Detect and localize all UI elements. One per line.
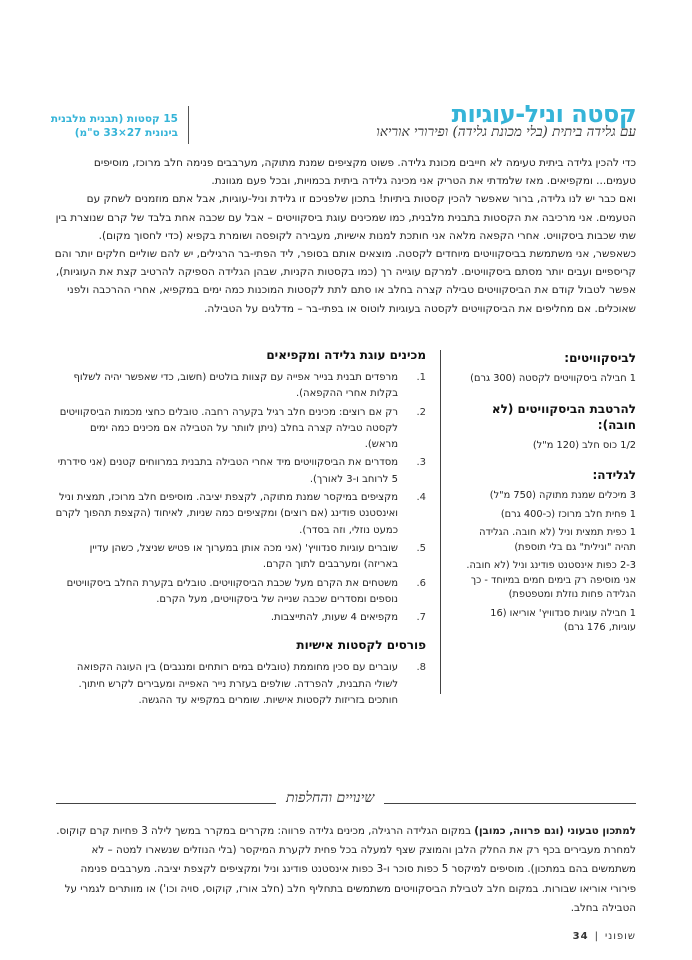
- footer-separator: |: [594, 931, 599, 942]
- intro-paragraph: כשאפשר, אני משתמשת בביסקוויטים מיוחדים לקסטה. מוצאים אותם בסופר, ליד הפתי-בר הרגילים, יש להם שוליים חלקים יותר והם קריספיים ועבים יותר מסתם ביסקוויטים. למרקם עוגייה רך (כמו בקסטות הקניות, שבהן הגלידה הספיקה להרטיב קצת את העוגיות), אפשר לטבול קודם את הביסקוויטים טבילה קצרה בחלב או סתם לתת לקסטות המוכנות כמה ימים במקפיא, אחרי ההרכבה ולפני שאוכלים. אם מחליפים את הביסקוויטים לקסטה בעוגיות לוטוס או בפתי-בר – מדלגים על הטבילה.: [54, 248, 636, 315]
- step-number: 2.: [416, 406, 426, 418]
- page-footer: [573, 931, 636, 942]
- step-text: מקציפים במיקסר שמנת מתוקה, לקצפת יציבה. מוסיפים חלב מרוכז, תמצית וניל ואינסטנט פודינג (אם רוצים) ומקציפים כמה שניות, לאיחוד (הקצפת תהפוך לקרם כמעט נוזלי, וזה בסדר).: [55, 492, 398, 536]
- ingredient-item: 3 מיכלים שמנת מתוקה (750 מ"ל): [489, 490, 636, 501]
- step-text: מרפדים תבנית בנייר אפייה עם קצוות בולטים (חשוב, כדי שאפשר יהיה לשלוף בקלות אחרי ההקפאה).: [73, 372, 398, 400]
- step-number: 7.: [416, 612, 426, 624]
- yield-line-1: 15 קסטות (תבנית מלבנית: [50, 113, 178, 125]
- ingredient-item: 1 חבילה ביסקוויטים לקסטה (300 גרם): [470, 373, 636, 384]
- ingredients-soak: [464, 401, 636, 454]
- recipe-subtitle: עם גלידה ביתית (בלי מכונת גלידה) ופירורי אוריאו: [376, 124, 636, 140]
- step-text: מסדרים את הביסקוויטים מיד אחרי הטבילה בתבנית במרווחים קטנים (אני סידרתי 5 לרוחב ו-3 לאורך).: [57, 457, 398, 485]
- intro-paragraph: ואם כבר יש לנו גלידה, ברור שאפשר להכין קסטות ביתיות! בתכון שלפניכם זו גלידת וניל-עוגיות, אבל אתם מוזמנים לשחק עם הטעמים. אני מרכיבה את הקסטות בתבנית מלבנית, כמו שמכינים עוגת ביסקוויטים – אבל עם שכבה אחת בלבד של קרם שנוצרת בין שתי שכבות ביסקוויט. אחרי הקפאה מלאה אני חותכת למנות אישיות, מעבירה לקופסה ושומרת בקפיא (כדי לחסוך מקום).: [55, 193, 636, 242]
- step-text: רק אם רוצים: מכינים חלב רגיל בקערה רחבה. טובלים כחצי מכמות הביסקוויטים לקסטה טבילה קצרה בחלב (ניתן לוותר על הטבילה אם מכינים כמה ימים מראש).: [59, 406, 398, 451]
- step-item: [54, 370, 426, 403]
- ingredient-item: 2-3 כפות אינסטנט פודינג וניל (לא חובה. אני מוסיפה רק בימים חמים במיוחד - כך הגלידה פחות נוזלת ומטפטפת): [466, 560, 636, 600]
- column-divider: [440, 350, 441, 694]
- ingredient-item: 1 פחית חלב מרוכז (כ-400 גרם): [500, 508, 636, 520]
- step-number: 8.: [416, 662, 426, 674]
- ingredients-column: [464, 350, 636, 648]
- changes-lead: למתכון טבעוני (וגם פרווה, כמובן): [474, 825, 636, 837]
- step-text: עוברים עם סכין מחוממת (טובלים במים רותחים ומנגבים) בין העוגה הקפואה לשולי התבנית, להפרדה. שולפים בעזרת נייר האפייה ומעבירים לקרש חיתוך. חותכים בזריזות לקסטות אישיות. שומרים במקפיא עד ההגשה.: [76, 662, 398, 707]
- step-item: [54, 541, 426, 574]
- step-text: מקפיאים 4 שעות, להתייצבות.: [270, 612, 398, 624]
- step-number: 4.: [416, 492, 426, 504]
- step-text: שוברים עוגיות סנדוויץ' (אני מכה אותן במערוך או פטיש שניצל, כשהן עדיין באריזה) ומערבבים לתוך הקרם.: [89, 542, 398, 571]
- step-text: משטחים את הקרם מעל שכבת הביסקוויטים. טובלים בקערת החלב ביסקוויטים נוספים ומסדרים שכבה שנייה של ביסקוויטים, מעל הקרם.: [66, 577, 398, 605]
- footer-brand: שופוני: [604, 931, 636, 942]
- yield-divider: [188, 106, 189, 144]
- step-item: [54, 490, 426, 539]
- ingredients-icecream: [464, 467, 636, 636]
- step-item: [54, 660, 426, 709]
- yield-line-2: בינונית 27×33 ס"מ): [74, 127, 178, 139]
- step-number: 3.: [416, 457, 426, 469]
- step-item: [54, 455, 426, 488]
- step-number: 6.: [416, 577, 426, 589]
- changes-text: [52, 822, 636, 918]
- ingredients-heading: לגלידה:: [592, 468, 636, 482]
- ingredients-heading: להרטבת הביסקוויטים (לא חובה):: [491, 401, 636, 432]
- ingredients-biscuits: [464, 350, 636, 387]
- page-number: 34: [572, 931, 589, 942]
- yield-info: [50, 112, 178, 140]
- ingredient-item: 1/2 כוס חלב (120 מ"ל): [532, 439, 636, 451]
- intro-text: [52, 154, 636, 318]
- step-item: [54, 576, 426, 609]
- changes-body: במקום הגלידה הרגילה, מכינים גלידה פרווה: מקררים במקרר במשך לילה 3 פחיות קרם קוקוס. למחרת מעבירים בכף רק את החלק הלבן והמוצק שצף למעלה בכל פחית לקערת המיקסר (בלי הנוזלים שנשארו למטה – לא משתמשים בהם במתכון). מוסיפים למיקסר 5 כפות סוכר ו-3 כפות אינסטנט פודינג וניל ומקציפים לקצפת יציבה. מערבבים פנימה פירורי אוריאו שבורות. במקום חלב לטבילת הביסקוויטים משתמשים בתחליף חלב (חלב אורז, קוקוס, סויה וכו') או מוותרים לגמרי על הטבילה בחלב.: [56, 825, 636, 914]
- step-number: 5.: [416, 542, 426, 554]
- step-item: [54, 610, 426, 626]
- step-number: 1.: [416, 372, 426, 383]
- ingredient-item: 1 חבילה עוגיות סנדוויץ' אוריאו (16 עוגיות, 176 גרם): [490, 607, 636, 633]
- changes-title: שינויים והחלפות: [276, 790, 384, 807]
- step-item: [54, 405, 426, 454]
- intro-paragraph: כדי להכין גלידה ביתית טעימה לא חייבים מכונת גלידה. פשוט מקציפים שמנת מתוקה, מערבבים פנימה חלב מרוכז, מוסיפים טעמים... ומקפיאים. מאז שלמדתי את הטריק אני מכינה גלידה ביתית בכמויות, ובכל פעם מגוונת.: [93, 157, 636, 188]
- ingredients-heading: לביסקוויטים:: [564, 351, 636, 365]
- steps-column: [54, 348, 426, 711]
- recipe-title: קסטה וניל-עוגיות: [451, 100, 636, 128]
- portions-heading: פורסים לקסטות אישיות: [296, 638, 426, 653]
- steps-heading: מכינים עוגת גלידה ומקפיאים: [266, 348, 426, 362]
- ingredient-item: 1 כפית תמצית וניל (לא חובה. הגלידה תהיה "ונילית" גם בלי תוספת): [479, 527, 636, 553]
